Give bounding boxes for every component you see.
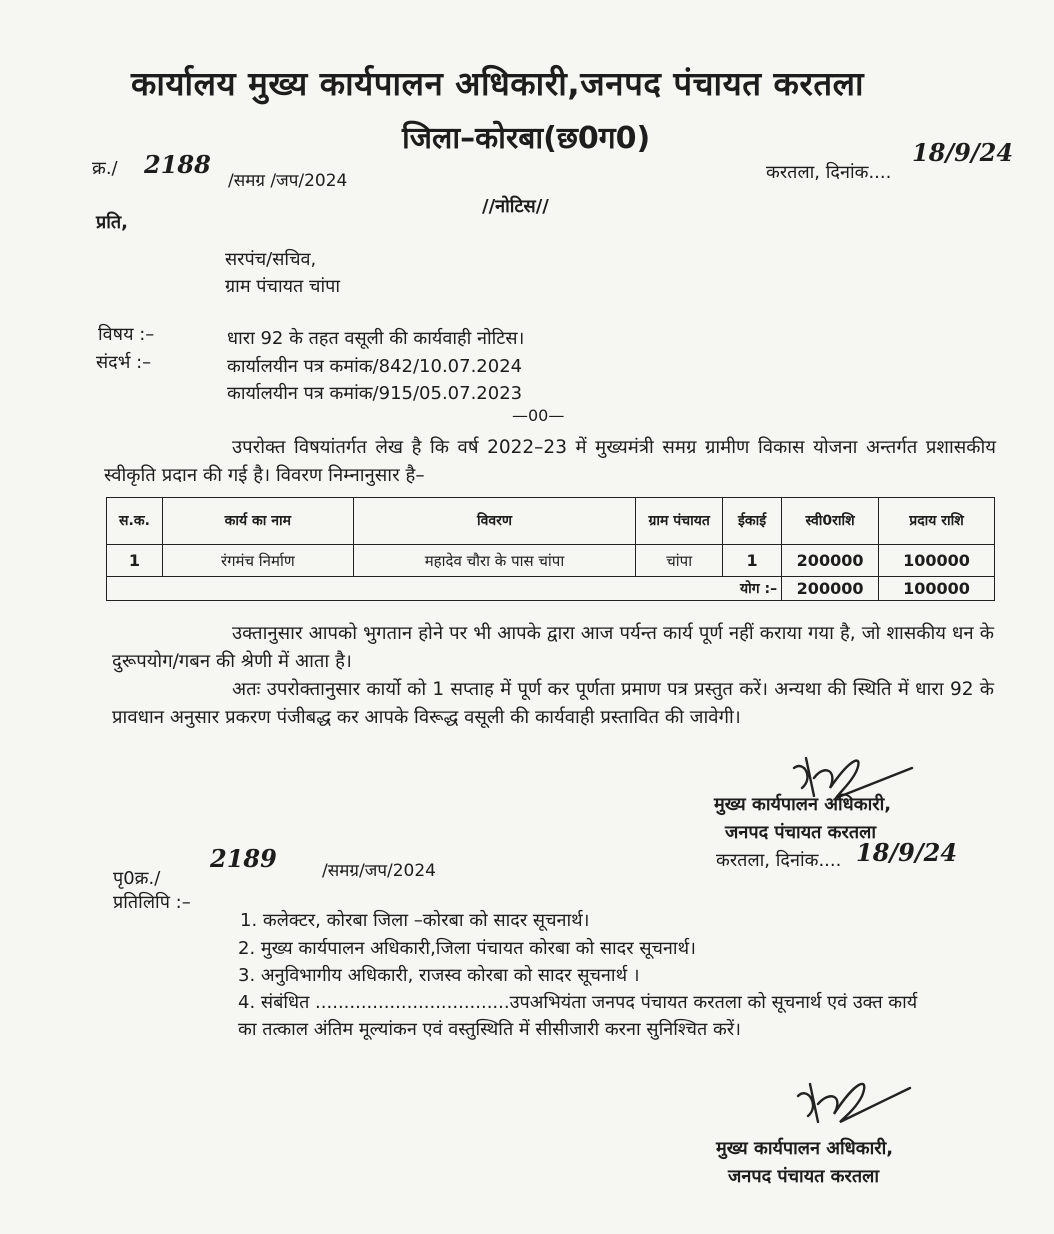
copy-item: 3. अनुविभागीय अधिकारी, राजस्व कोरबा को सादर सूचनार्थ ।: [238, 965, 640, 986]
para-status: उक्तानुसार आपको भुगतान होने पर भी आपके द्वारा आज पर्यन्त कार्य पूर्ण नहीं कराया गया है, जो शासकीय धन के दुरूपयोग/गबन की श्रेणी में आता है।: [112, 623, 994, 672]
copy-prefix: पृ0क्र./: [113, 868, 161, 889]
signatory1-title: मुख्य कार्यपालन अधिकारी,: [714, 794, 892, 815]
col-header: प्रदाय राशि: [879, 498, 995, 545]
cell-provided: 100000: [879, 545, 995, 577]
signature1-date-label: करतला, दिनांक....: [716, 850, 842, 871]
col-header: विवरण: [353, 498, 636, 545]
cell-sanctioned: 200000: [782, 545, 879, 577]
to-line1: सरपंच/सचिव,: [225, 249, 317, 270]
cell-serial: 1: [107, 545, 163, 577]
to-label: प्रति,: [96, 212, 129, 233]
ref-date-label: करतला, दिनांक....: [766, 162, 892, 183]
office-title: कार्यालय मुख्य कार्यपालन अधिकारी,जनपद पंचायत करतला: [131, 64, 865, 103]
subject-label: विषय :–: [98, 324, 155, 345]
copy-suffix: /समग्र/जप/2024: [322, 861, 436, 881]
copy-number: 2189: [210, 844, 277, 873]
cell-work-name: रंगमंच निर्माण: [162, 545, 353, 577]
signatory2-title: मुख्य कार्यपालन अधिकारी,: [716, 1138, 894, 1159]
total-label: योग :–: [107, 577, 782, 601]
ref-number: 2188: [144, 150, 211, 179]
table-header-row: [107, 498, 995, 545]
signatory1-office: जनपद पंचायत करतला: [725, 822, 876, 843]
copy-item-continued: का तत्काल अंतिम मूल्यांकन एवं वस्तुस्थिति में सीसीजारी करना सुनिश्चित करें।: [238, 1019, 741, 1040]
reference-line2: कार्यालयीन पत्र कमांक/915/05.07.2023: [227, 383, 523, 404]
table-row: [107, 545, 995, 577]
cell-description: महादेव चौरा के पास चांपा: [353, 545, 636, 577]
copy-item: 1. कलेक्टर, कोरबा जिला –कोरबा को सादर सूचनार्थ।: [240, 910, 590, 931]
notice-title: //नोटिस//: [482, 196, 549, 217]
total-provided: 100000: [879, 577, 995, 601]
signatory2-office: जनपद पंचायत करतला: [728, 1166, 879, 1187]
cell-unit: 1: [723, 545, 782, 577]
col-header: ग्राम पंचायत: [636, 498, 723, 545]
copy-item: 4. संबंधित ..................................उपअभियंता जनपद पंचायत करतला को सूचनार्थ एवं उक्त कार्य: [238, 992, 918, 1013]
cell-panchayat: चांपा: [636, 545, 723, 577]
ref-date-value: 18/9/24: [912, 138, 1014, 167]
col-header: कार्य का नाम: [162, 498, 353, 545]
para-action: अतः उपरोक्तानुसार कार्यो को 1 सप्ताह में पूर्ण कर पूर्णता प्रमाण पत्र प्रस्तुत करें। अन्यथा की स्थिति में धारा 92 के प्रावधान अनुसार प्रकरण पंजीबद्ध कर आपके विरूद्ध वसूली की कार्यवाही प्रस्तावित की जावेगी।: [112, 679, 994, 728]
col-header: स्वी0राशि: [782, 498, 879, 545]
works-table: [106, 497, 995, 601]
ref-suffix: /समग्र /जप/2024: [228, 171, 348, 191]
copy-item: 2. मुख्य कार्यपालन अधिकारी,जिला पंचायत कोरबा को सादर सूचनार्थ।: [238, 938, 696, 959]
reference-line1: कार्यालयीन पत्र कमांक/842/10.07.2024: [227, 356, 523, 377]
subject-text: धारा 92 के तहत वसूली की कार्यवाही नोटिस।: [227, 328, 525, 349]
table-total-row: [107, 577, 995, 601]
col-header: स.क.: [107, 498, 163, 545]
signature-mark: [786, 1070, 926, 1132]
total-sanctioned: 200000: [782, 577, 879, 601]
to-line2: ग्राम पंचायत चांपा: [225, 276, 341, 297]
district-title: जिला–कोरबा(छ0ग0): [402, 121, 651, 156]
col-header: ईकाई: [723, 498, 782, 545]
copy-label: प्रतिलिपि :–: [113, 892, 191, 913]
signature1-date-value: 18/9/24: [856, 838, 958, 867]
reference-label: संदर्भ :–: [96, 352, 152, 373]
separator: —00—: [512, 406, 565, 425]
ref-prefix: क्र./: [92, 158, 118, 179]
para-intro: उपरोक्त विषयांतर्गत लेख है कि वर्ष 2022–23 में मुख्यमंत्री समग्र ग्रामीण विकास योजना अन्तर्गत प्रशासकीय स्वीकृति प्रदान की गई है। विवरण निम्नानुसार है–: [104, 437, 996, 486]
